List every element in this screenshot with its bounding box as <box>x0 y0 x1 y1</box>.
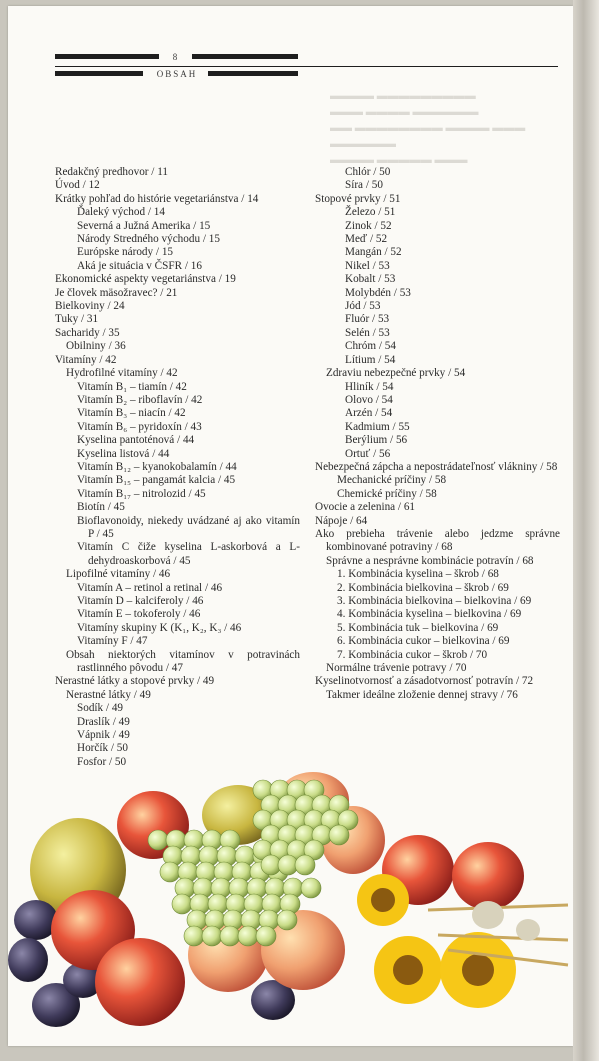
toc-entry: Vitamín B₁ – tiamín / 42 <box>77 380 187 393</box>
toc-entry: Chemické príčiny / 58 <box>337 487 437 500</box>
toc-entry: 1. Kombinácia kyselina – škrob / 68 <box>337 568 499 581</box>
toc-entry: Chlór / 50 <box>345 166 391 178</box>
grape-berry <box>256 926 276 946</box>
toc-entry: Ekonomické aspekty vegetariánstva / 19 <box>55 273 236 286</box>
toc-entry: Draslík / 49 <box>77 715 130 728</box>
toc-entry: Molybdén / 53 <box>345 286 411 299</box>
header-rule-left-top <box>55 54 159 59</box>
toc-entry: Ortuť / 56 <box>345 447 391 460</box>
toc-entry: Meď / 52 <box>345 233 388 246</box>
toc-entry: Vitamín B₁₇ – nitrolozid / 45 <box>77 487 206 500</box>
grape-berry <box>220 926 240 946</box>
toc-entry: Vitamín B₆ – pyridoxín / 43 <box>77 420 202 433</box>
toc-entry: 5. Kombinácia tuk – bielkovina / 69 <box>337 621 499 634</box>
toc-entry: Mechanické príčiny / 58 <box>337 474 447 487</box>
toc-entry: Vitamíny skupiny K (K₁, K₂, K₃ / 46 <box>77 621 242 634</box>
toc-entry: Chróm / 54 <box>345 340 396 353</box>
toc-entry: Vitamíny / 42 <box>55 353 117 366</box>
show-through-text: ▬▬▬▬ ▬▬▬▬▬▬▬▬▬ ▬▬▬ ▬▬▬▬ ▬▬▬▬▬▬ ▬▬ ▬▬▬▬▬▬▬▬ ▬▬▬▬ ▬▬▬ ▬▬▬▬▬▬ ▬▬▬▬ ▬▬▬▬▬ ▬▬▬ <box>330 90 526 166</box>
toc-column-left <box>55 166 300 769</box>
toc-entry: Obsah niektorých vitamínov v potravinách rastlinného pôvodu / 47 <box>66 648 300 675</box>
toc-entry: Selén / 53 <box>345 326 390 339</box>
toc-entry: Vitamín D – kalciferoly / 46 <box>77 595 204 607</box>
toc-entry: Redakčný predhovor / 11 <box>55 166 168 178</box>
header-rule-right-bottom <box>208 71 298 76</box>
toc-entry: Síra / 50 <box>345 179 383 192</box>
header-thin-line <box>55 66 558 67</box>
toc-entry: Zinok / 52 <box>345 219 392 232</box>
page-number: 8 <box>172 52 178 62</box>
toc-entry: Vitamín B₁₅ – pangamát kalcia / 45 <box>77 474 236 487</box>
book-spine <box>573 0 599 1061</box>
toc-entry: Aká je situácia v ČSFR / 16 <box>77 259 202 272</box>
toc-entry: Kyselina listová / 44 <box>77 447 170 460</box>
toc-entry: Lítium / 54 <box>345 353 396 366</box>
toc-entry: Fosfor / 50 <box>77 755 127 768</box>
toc-entry: Národy Stredného východu / 15 <box>77 233 220 246</box>
toc-entry: Kadmium / 55 <box>345 420 410 433</box>
toc-entry: 3. Kombinácia bielkovina – bielkovina / 69 <box>337 595 532 607</box>
toc-entry: Vitamín B₂ – riboflavín / 42 <box>77 393 203 406</box>
toc-entry: Biotín / 45 <box>77 501 125 514</box>
toc-entry: Vitamín B₁₂ – kyanokobalamín / 44 <box>77 460 237 473</box>
toc-entry: Olovo / 54 <box>345 393 393 406</box>
toc-entry: Nerastné látky a stopové prvky / 49 <box>55 675 215 688</box>
toc-entry: Kyselinotvornosť a zásadotvornosť potravín / 72 <box>315 675 534 688</box>
header-rule-right-top <box>192 54 298 59</box>
toc-entry: Úvod / 12 <box>55 179 100 192</box>
toc-entry: Krátky pohľad do histórie vegetariánstva / 14 <box>55 192 259 205</box>
toc-entry: Obilniny / 36 <box>66 340 126 353</box>
toc-entry: 4. Kombinácia kyselina – bielkovina / 69 <box>337 608 522 621</box>
toc-entry: Fluór / 53 <box>345 313 390 326</box>
header-rule-left-bottom <box>55 71 143 76</box>
toc-entry: Sacharidy / 35 <box>55 326 120 339</box>
toc-entry: Tuky / 31 <box>55 313 99 326</box>
toc-entry: Arzén / 54 <box>345 407 393 420</box>
grape-berry <box>295 855 315 875</box>
toc-entry: Železo / 51 <box>345 206 396 219</box>
toc-entry: Vitamíny F / 47 <box>77 635 148 648</box>
toc-entry: 2. Kombinácia bielkovina – škrob / 69 <box>337 581 509 594</box>
toc-entry: Európske národy / 15 <box>77 246 174 259</box>
toc-entry: Hydrofilné vitamíny / 42 <box>66 367 178 380</box>
toc-entry: Nápoje / 64 <box>315 514 368 527</box>
toc-entry: 7. Kombinácia cukor – škrob / 70 <box>337 648 488 661</box>
toc-entry: Bioflavonoidy, niekedy uvádzané aj ako vitamín P / 45 <box>77 514 300 540</box>
grape-berry <box>238 926 258 946</box>
grape-berry <box>184 926 204 946</box>
toc-entry: Jód / 53 <box>345 300 381 313</box>
toc-entry: Stopové prvky / 51 <box>315 192 401 205</box>
toc-entry: Kobalt / 53 <box>345 273 396 286</box>
grape-berry <box>172 894 192 914</box>
toc-entry: Vitamín C čiže kyselina L-askorbová a L-dehydroaskorbová / 45 <box>77 541 300 567</box>
grape-berry <box>160 862 180 882</box>
toc-entry: Hliník / 54 <box>345 380 394 393</box>
grape-berry <box>329 825 349 845</box>
toc-entry: Bielkoviny / 24 <box>55 300 125 313</box>
toc-entry: Zdraviu nebezpečné prvky / 54 <box>326 367 466 380</box>
toc-entry: Správne a nesprávne kombinácie potravín / 68 <box>326 554 534 567</box>
toc-entry: Berýlium / 56 <box>345 434 408 447</box>
grape-berry <box>277 910 297 930</box>
grape-berry <box>202 926 222 946</box>
toc-entry: Vápnik / 49 <box>77 729 130 742</box>
toc-entry: Severná a Južná Amerika / 15 <box>77 219 211 232</box>
toc-entry: Ďaleký východ / 14 <box>77 206 165 219</box>
toc-entry: Horčík / 50 <box>77 742 128 755</box>
toc-entry: Ako prebieha trávenie alebo jedzme správne kombinované potraviny / 68 <box>315 527 560 554</box>
grape-berry <box>301 878 321 898</box>
toc-entry: Sodík / 49 <box>77 702 124 715</box>
section-title: OBSAH <box>156 69 198 79</box>
toc-entry: Lipofilné vitamíny / 46 <box>66 568 171 581</box>
fruit-illustration <box>8 760 573 1050</box>
toc-entry: 6. Kombinácia cukor – bielkovina / 69 <box>337 635 510 648</box>
toc-entry: Normálne trávenie potravy / 70 <box>326 662 467 675</box>
toc-entry: Kyselina pantoténová / 44 <box>77 434 195 447</box>
toc-column-right <box>315 166 560 702</box>
toc-entry: Nebezpečná zápcha a nepostrádateľnosť vlákniny / 58 <box>315 460 558 473</box>
grape-berry <box>148 830 168 850</box>
toc-entry: Nikel / 53 <box>345 259 390 272</box>
toc-entry: Ovocie a zelenina / 61 <box>315 501 416 514</box>
toc-entry: Vitamín A – retinol a retinal / 46 <box>77 581 223 594</box>
toc-entry: Takmer ideálne zloženie dennej stravy / 76 <box>326 688 518 701</box>
toc-entry: Nerastné látky / 49 <box>66 688 151 701</box>
toc-entry: Vitamín E – tokoferoly / 46 <box>77 608 201 621</box>
toc-entry: Je človek mäsožravec? / 21 <box>55 286 178 299</box>
toc-entry: Vitamín B₃ – niacín / 42 <box>77 407 186 420</box>
toc-entry: Mangán / 52 <box>345 246 402 259</box>
